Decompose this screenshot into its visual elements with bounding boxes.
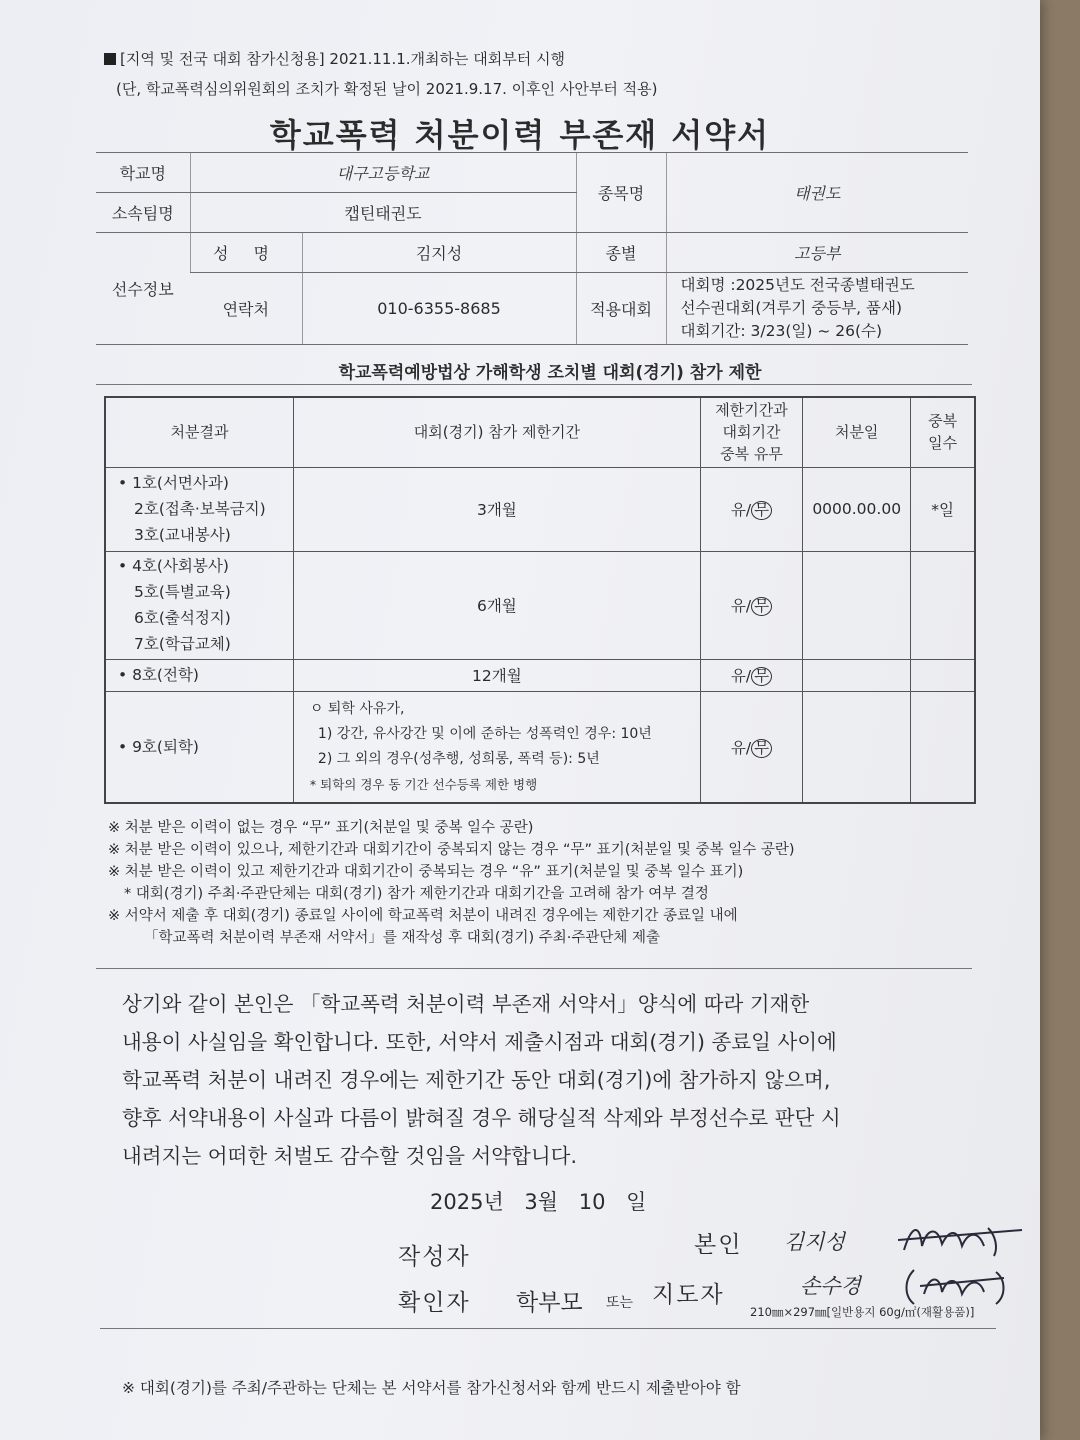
note-item: ※ 처분 받은 이력이 있고 제한기간과 대회기간이 중복되는 경우 “유” 표기(처분일 및 중복 일수 표기) <box>108 864 744 880</box>
table-row <box>105 691 975 803</box>
sport-label: 종목명 <box>576 153 666 233</box>
date-cell: 0000.00.00 <box>803 467 911 551</box>
sign-date: 2025년 3월 10 일 <box>430 1190 647 1214</box>
overlap-cell: 유/ 무 <box>700 659 802 691</box>
writer-label: 작성자 <box>398 1244 471 1270</box>
footnote: ※ 대회(경기)를 주최/주관하는 단체는 본 서약서를 참가신청서와 함께 반드시 제출받아야 함 <box>122 1379 741 1397</box>
team-label: 소속팀명 <box>96 193 190 233</box>
pledge-text: 상기와 같이 본인은 「학교폭력 처분이력 부존재 서약서」양식에 따라 기재한 내용이 사실임을 확인합니다. 또한, 서약서 제출시점과 대회(경기) 종료일 사이에 학교폭력 처분이 내려진 경우에는 제한기간 동안 대회(경기)에 참가하지 않으며, 향후 서약내용이 사실과 다름이 밝혀질 경우 해당실적 삭제와 부정선수로 판단 시 내려지는 어떠한 처벌도 감수할 것임을 서약합니다. <box>122 992 841 1168</box>
overlap-cell: 유/ 무 <box>700 551 802 659</box>
circled-choice: 무 <box>751 667 772 686</box>
result-cell: • 9호(퇴학) <box>105 691 293 803</box>
overlap-cell: 유/ 무 <box>700 467 802 551</box>
note-item: ※ 처분 받은 이력이 없는 경우 “무” 표기(처분일 및 중복 일수 공란) <box>108 820 534 836</box>
parent-label: 학부모 <box>516 1290 583 1316</box>
days-cell <box>911 659 975 691</box>
restriction-table <box>104 396 976 804</box>
section-divider <box>96 384 972 385</box>
table-row <box>105 467 975 551</box>
note-item: ※ 처분 받은 이력이 있으나, 제한기간과 대회기간이 중복되지 않는 경우 “무” 표기(처분일 및 중복 일수 공란) <box>108 842 795 858</box>
days-cell: *일 <box>911 467 975 551</box>
event-label: 적용대회 <box>576 273 666 345</box>
table-header-row <box>105 397 975 467</box>
or-text: 또는 <box>606 1295 634 1311</box>
event-info: 대회명 :2025년도 전국종별태권도 선수권대회(겨루기 중등부, 품새) 대회기간: 3/23(일) ~ 26(수) <box>666 273 968 345</box>
coach-name-handwritten: 손수경 <box>800 1274 861 1298</box>
section-title: 학교폭력예방법상 가해학생 조치별 대회(경기) 참가 제한 <box>338 363 762 383</box>
period-cell: 6개월 <box>293 551 700 659</box>
header-applicability: [지역 및 전국 대회 참가신청용] 2021.11.1.개최하는 대회부터 시행 <box>104 48 565 69</box>
header-condition: (단, 학교폭력심의위원회의 조치가 확정된 날이 2021.9.17. 이후인 사안부터 적용) <box>116 80 658 98</box>
result-cell: • 8호(전학) <box>105 659 293 691</box>
result-cell: • 1호(서면사과) 2호(접촉·보복금지) 3호(교내봉사) <box>105 467 293 551</box>
period-cell: 3개월 <box>293 467 700 551</box>
note-item: * 대회(경기) 주최·주관단체는 대회(경기) 참가 제한기간과 대회기간을 고려해 참가 여부 결정 <box>124 886 709 902</box>
expulsion-explain-cell: ㅇ 퇴학 사유가, 1) 강간, 유사강간 및 이에 준하는 성폭력인 경우: 10년 2) 그 외의 경우(성추행, 성희롱, 폭력 등): 5년 * 퇴학의 경우 동 기간 선수등록 제한 병행 <box>293 691 700 803</box>
signature-mark-icon <box>900 1264 1010 1308</box>
signature-mark-icon <box>898 1216 1028 1260</box>
col-header-overlap: 제한기간과 대회기간 중복 유무 <box>700 397 802 467</box>
division-label: 종별 <box>576 233 666 273</box>
notes-divider <box>96 968 972 969</box>
col-header-days: 중복 일수 <box>911 397 975 467</box>
coach-label: 지도자 <box>652 1282 725 1308</box>
division-value: 고등부 <box>666 233 968 273</box>
table-row <box>105 659 975 691</box>
player-info-label: 선수정보 <box>96 233 190 345</box>
contact-value: 010-6355-8685 <box>302 273 576 345</box>
name-value: 김지성 <box>302 233 576 273</box>
circled-choice: 무 <box>751 597 772 616</box>
days-cell <box>911 551 975 659</box>
school-label: 학교명 <box>96 153 190 193</box>
circled-choice: 무 <box>751 739 772 758</box>
name-label: 성 명 <box>190 233 302 273</box>
sport-value: 태권도 <box>666 153 968 233</box>
result-cell: • 4호(사회봉사) 5호(특별교육) 6호(출석정지) 7호(학급교체) <box>105 551 293 659</box>
days-cell <box>911 691 975 803</box>
square-bullet-icon <box>104 53 116 65</box>
confirmer-label: 확인자 <box>398 1290 471 1316</box>
period-cell: 12개월 <box>293 659 700 691</box>
col-header-period: 대회(경기) 참가 제한기간 <box>293 397 700 467</box>
contact-label: 연락처 <box>190 273 302 345</box>
date-cell <box>803 659 911 691</box>
school-value: 대구고등학교 <box>190 153 576 193</box>
notes-list <box>108 817 998 949</box>
overlap-cell: 유/ 무 <box>700 691 802 803</box>
table-row <box>105 551 975 659</box>
circled-choice: 무 <box>751 501 772 520</box>
page-title: 학교폭력 처분이력 부존재 서약서 <box>269 116 771 154</box>
date-cell <box>803 691 911 803</box>
date-cell <box>803 551 911 659</box>
info-table <box>96 152 968 345</box>
self-name-handwritten: 김지성 <box>784 1230 845 1254</box>
col-header-date: 처분일 <box>803 397 911 467</box>
bottom-divider <box>100 1328 996 1329</box>
note-item: ※ 서약서 제출 후 대회(경기) 종료일 사이에 학교폭력 처분이 내려진 경우에는 제한기간 종료일 내에 <box>108 908 738 924</box>
col-header-result: 처분결과 <box>105 397 293 467</box>
paper-spec: 210㎜×297㎜[일반용지 60g/㎡(재활용품)] <box>750 1305 975 1319</box>
self-label: 본인 <box>694 1232 743 1258</box>
team-value: 캡틴태권도 <box>190 193 576 233</box>
note-item: 「학교폭력 처분이력 부존재 서약서」를 재작성 후 대회(경기) 주최·주관단체 제출 <box>144 930 661 946</box>
